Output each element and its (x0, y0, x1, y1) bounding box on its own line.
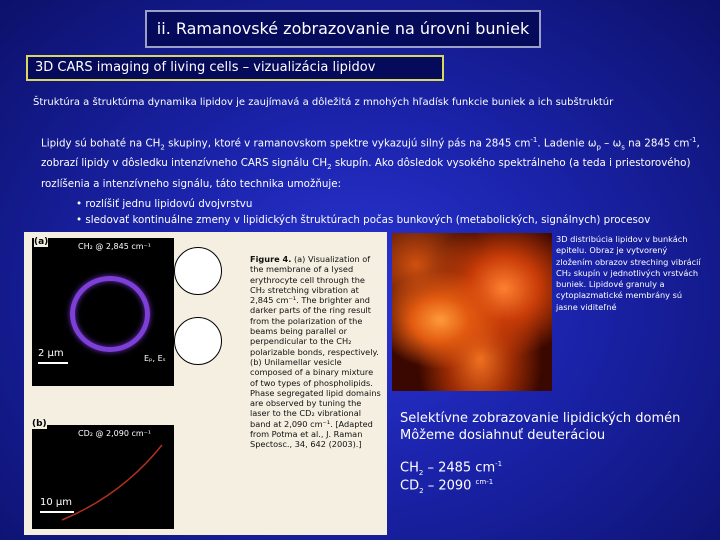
molecule-callouts (174, 247, 222, 487)
erythrocyte-ring (70, 276, 150, 352)
cd2-wavenumber (400, 478, 493, 495)
slide-subtitle: 3D CARS imaging of living cells – vizualizácia lipidov (26, 55, 444, 81)
figure-caption (250, 254, 382, 450)
figure-panel (24, 232, 387, 535)
para-sup: -1 (530, 136, 538, 144)
intro-text: Štruktúra a štruktúrna dynamika lipidov je zaujímavá a dôležitá z mnohých hľadísk funkcie buniek a ich subštruktúr (33, 97, 614, 108)
lipid-molecule-icon (174, 317, 222, 365)
wn-text: – 2090 (423, 478, 476, 494)
para-text: . Ladenie ω (537, 137, 597, 150)
para-sub: 2 (327, 163, 332, 172)
para-text: na 2845 cm (624, 137, 690, 150)
wn-text: CD (400, 478, 420, 494)
slide-title: ii. Ramanovské zobrazovanie na úrovni buniek (145, 10, 541, 48)
para-text: skupín. Ako dôsledok vysokého spektrálneho (a teda i priestorového) rozlíšenia a intenzívneho signálu, táto technika umožňuje: (41, 157, 691, 190)
scale-b: 10 μm (40, 497, 73, 508)
bullet-item: • rozlíšiť jednu lipidovú dvojvrstvu (76, 198, 253, 210)
main-paragraph (41, 132, 713, 192)
para-text: Lipidy sú bohaté na CH (41, 137, 161, 150)
bullet-list (76, 196, 650, 228)
wn-text: – 2485 cm (423, 460, 496, 476)
panel-b-label: (b) (32, 419, 47, 429)
cells-caption: 3D distribúcia lipidov v bunkách epitelu. Obraz je vytvorený zložením obrazov streching vibrácií CH₂ skupín v jednotlivých vrstvách buniek. Lipidové granuly a cytoplazmatické membrány sú jasne viditeľné (556, 234, 701, 312)
scale-bar-a (38, 362, 68, 364)
wn-sub: 2 (419, 486, 424, 495)
para-sub: s (621, 143, 625, 152)
para-sup: -1 (689, 136, 697, 144)
ch2-wavenumber (400, 460, 502, 477)
scale-a: 2 μm (38, 348, 64, 359)
para-text: skupiny, ktoré v ramanovskom spektre vykazujú silný pás na 2845 cm (164, 137, 531, 150)
panel-a-tag: CH₂ @ 2,845 cm⁻¹ (78, 242, 151, 251)
epithelial-cells-image (392, 233, 552, 391)
para-sub: 2 (160, 143, 165, 152)
para-text: – ω (600, 137, 622, 150)
lipid-molecule-icon (174, 247, 222, 295)
selective-imaging-text: Selektívne zobrazovanie lipidických domén (400, 411, 681, 426)
panel-b-tag: CD₂ @ 2,090 cm⁻¹ (78, 429, 152, 438)
wn-text: CH (400, 460, 419, 476)
wn-sub: 2 (418, 468, 424, 477)
cars-image-b (32, 419, 174, 529)
cars-image-a (32, 238, 174, 386)
caption-body: (a) Visualization of the membrane of a lysed erythrocyte cell through the CH₂ stretching vibration at 2,845 cm⁻¹. The brighter and darker parts of the ring result from the polarization of the beams being parallel or perpendicular to the CH₂ polarizable bonds, respectively. (b) Unilamellar vesicle composed of a binary mixture of two types of phospholipids. Phase segregated lipid domains are observed by tuning the laser to the CD₂ vibrational band at 2,090 cm⁻¹. [Adapted from Potma et al., J. Raman Spectosc., 34, 642 (2003).] (250, 254, 381, 450)
para-sub: p (596, 143, 601, 152)
para-text: , zobrazí lipidy v dôsledku intenzívneho CARS signálu CH (41, 137, 700, 170)
wn-sup: -1 (495, 460, 503, 468)
deuteration-text: Môžeme dosiahnuť deuteráciou (400, 428, 606, 443)
scale-bar-b (40, 511, 74, 513)
panel-a-label: (a) (34, 237, 49, 247)
caption-head: Figure 4. (250, 254, 292, 264)
polarization-label: Eₚ, Eₛ (144, 354, 166, 363)
wn-sup: cm-1 (475, 478, 494, 486)
bullet-item: • sledovať kontinuálne zmeny v lipidických štruktúrach počas bunkových (metabolických, signálnych) procesov (76, 214, 651, 226)
vesicle-arc (32, 425, 174, 529)
